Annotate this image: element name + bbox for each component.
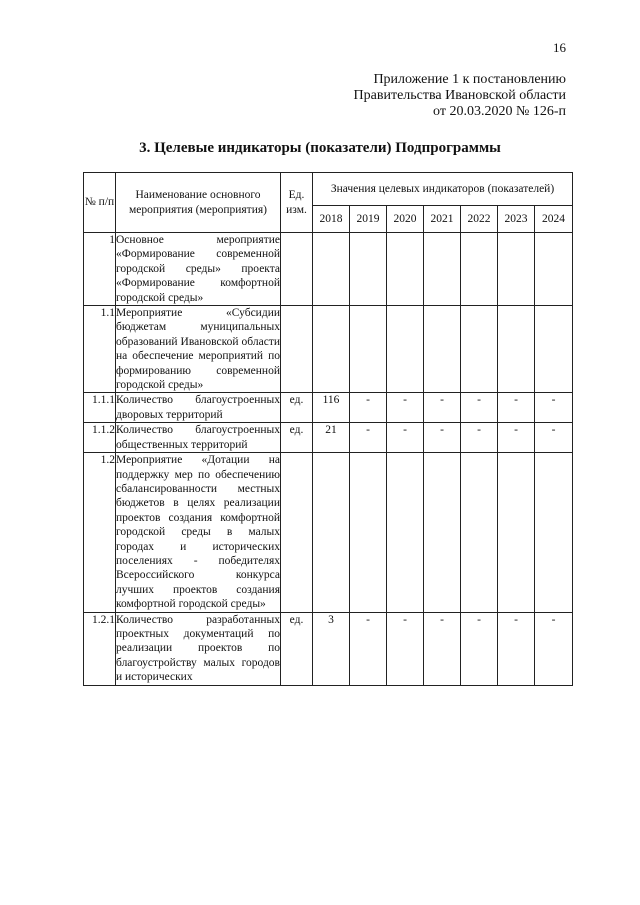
row-value: 3 [313, 612, 350, 685]
row-unit: ед. [281, 612, 313, 685]
header-values: Значения целевых индикаторов (показателей) [313, 173, 573, 206]
page-number: 16 [553, 40, 566, 55]
row-value: - [424, 423, 461, 453]
table-row [84, 423, 573, 453]
row-value: - [387, 423, 424, 453]
row-num: 1 [84, 233, 116, 306]
header-year: 2021 [424, 206, 461, 233]
row-value [387, 306, 424, 393]
row-value: - [498, 393, 535, 423]
row-value: - [424, 612, 461, 685]
header-name: Наименование основного мероприятия (мероприятия) [116, 173, 281, 233]
row-unit [281, 306, 313, 393]
row-num: 1.1 [84, 306, 116, 393]
row-name: Количество благоустроенных дворовых территорий [116, 394, 280, 421]
row-value: - [387, 612, 424, 685]
appendix-line-1: Приложение 1 к постановлению [373, 72, 566, 87]
appendix-line-3: от 20.03.2020 № 126-п [433, 104, 566, 119]
row-name: Основное мероприятие «Формирование современной городской среды» проекта «Формирование комфортной городской среды» [116, 234, 280, 304]
row-value [498, 233, 535, 306]
row-name: Мероприятие «Дотации на поддержку мер по обеспечению сбалансированности местных бюджетов в целях реализации проектов создания комфортной городской среды в малых городах и исторических поселениях - победителях Всероссийского конкурса лучших проектов создания комфортной городской среды» [116, 454, 280, 611]
row-value: - [350, 393, 387, 423]
row-value [461, 306, 498, 393]
row-value: - [461, 393, 498, 423]
header-unit: Ед. изм. [281, 173, 313, 233]
row-value [424, 453, 461, 612]
table-row [84, 233, 573, 306]
row-value: - [498, 423, 535, 453]
row-unit [281, 453, 313, 612]
row-value: - [424, 393, 461, 423]
header-year: 2022 [461, 206, 498, 233]
indicators-table [83, 172, 573, 686]
row-value: - [350, 423, 387, 453]
row-value: - [535, 423, 573, 453]
row-unit: ед. [281, 393, 313, 423]
row-value [498, 306, 535, 393]
header-year: 2023 [498, 206, 535, 233]
row-value [535, 453, 573, 612]
row-value: - [535, 393, 573, 423]
row-unit [281, 233, 313, 306]
row-num: 1.2 [84, 453, 116, 612]
table-row [84, 453, 573, 612]
row-value: 116 [313, 393, 350, 423]
row-value: - [461, 612, 498, 685]
row-value [424, 306, 461, 393]
appendix-block [354, 72, 566, 120]
row-num: 1.2.1 [84, 612, 116, 685]
row-value [313, 233, 350, 306]
row-value: - [461, 423, 498, 453]
header-year: 2020 [387, 206, 424, 233]
row-value [313, 306, 350, 393]
row-value: - [387, 393, 424, 423]
row-name: Количество разработанных проектных документаций по реализации проектов по благоустройству малых городов и исторических [116, 613, 280, 684]
row-value [424, 233, 461, 306]
header-year: 2019 [350, 206, 387, 233]
row-unit: ед. [281, 423, 313, 453]
table-row [84, 393, 573, 423]
row-value [461, 233, 498, 306]
row-value: 21 [313, 423, 350, 453]
table-row [84, 306, 573, 393]
row-value [461, 453, 498, 612]
row-value [350, 306, 387, 393]
row-num: 1.1.1 [84, 393, 116, 423]
row-value [387, 233, 424, 306]
row-name: Мероприятие «Субсидии бюджетам муниципальных образований Ивановской области на обеспечение мероприятий по формированию современной городской среды» [116, 307, 280, 392]
section-title: 3. Целевые индикаторы (показатели) Подпрограммы [139, 140, 501, 156]
row-value [535, 306, 573, 393]
table-row [84, 612, 573, 685]
row-value [535, 233, 573, 306]
row-name: Количество благоустроенных общественных территорий [116, 424, 280, 451]
row-value [498, 453, 535, 612]
row-num: 1.1.2 [84, 423, 116, 453]
header-num: № п/п [84, 173, 116, 233]
row-value [350, 233, 387, 306]
row-value: - [350, 612, 387, 685]
header-year: 2018 [313, 206, 350, 233]
row-value [387, 453, 424, 612]
row-value: - [498, 612, 535, 685]
row-value: - [535, 612, 573, 685]
row-value [350, 453, 387, 612]
row-value [313, 453, 350, 612]
appendix-line-2: Правительства Ивановской области [353, 88, 566, 103]
header-year: 2024 [535, 206, 573, 233]
